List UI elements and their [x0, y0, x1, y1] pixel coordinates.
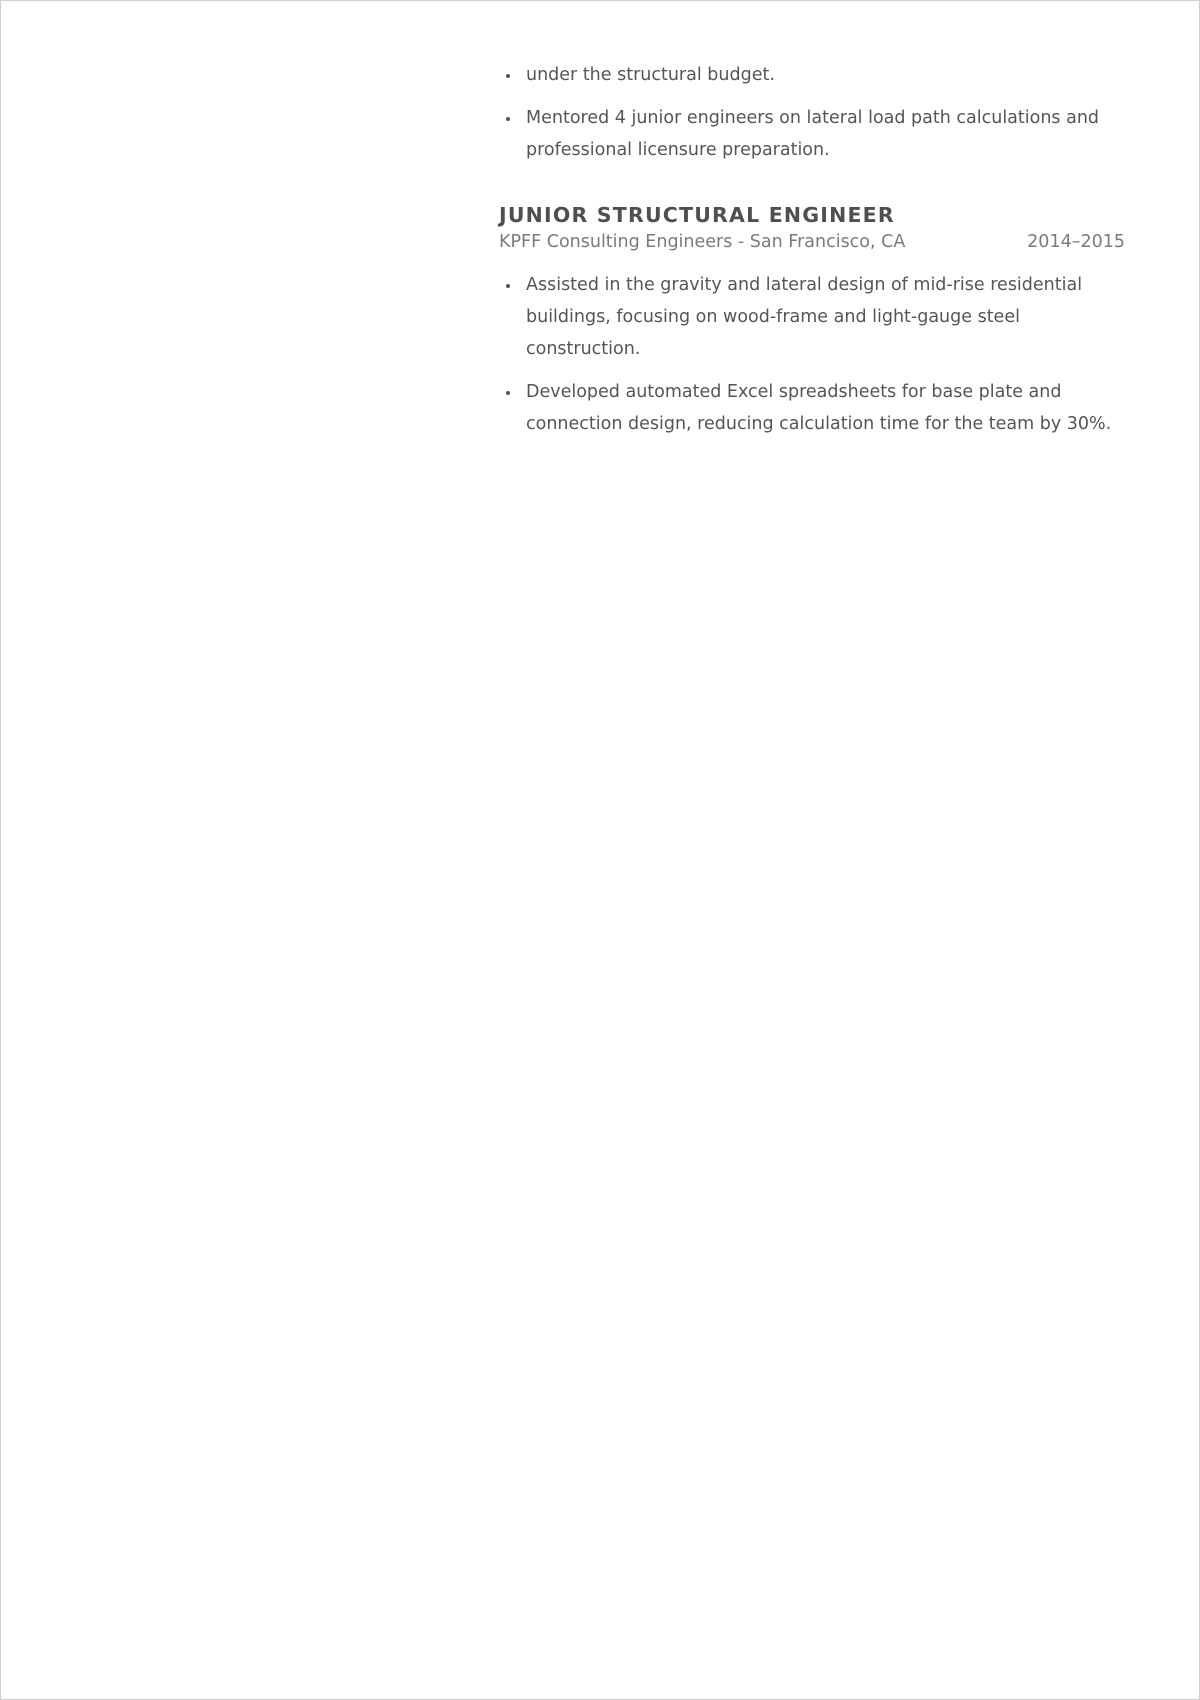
- job-bullets: [499, 269, 1125, 440]
- bullet-item: under the structural budget.: [499, 59, 1125, 91]
- bullet-item: Assisted in the gravity and lateral design of mid-rise residential buildings, focusing on wood-frame and light-gauge steel construction.: [499, 269, 1125, 365]
- job-meta: [499, 230, 1125, 254]
- job-title: JUNIOR STRUCTURAL ENGINEER: [499, 203, 895, 227]
- bullet-item: Mentored 4 junior engineers on lateral load path calculations and professional licensure preparation.: [499, 102, 1125, 166]
- previous-job-bullets: [499, 59, 1125, 166]
- experience-section: [499, 59, 1125, 451]
- company-location: KPFF Consulting Engineers - San Francisco, CA: [499, 232, 906, 252]
- job-dates: 2014–2015: [1027, 232, 1125, 252]
- bullet-item: Developed automated Excel spreadsheets for base plate and connection design, reducing calculation time for the team by 30%.: [499, 376, 1125, 440]
